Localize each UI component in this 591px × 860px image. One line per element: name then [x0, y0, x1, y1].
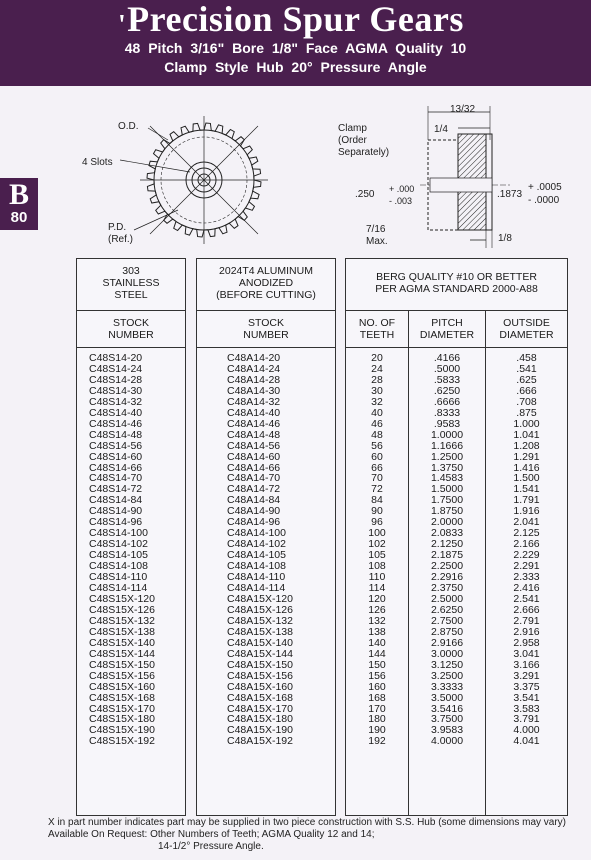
outside-diameter-cell: .625	[516, 373, 537, 386]
teeth-cell: 102	[368, 538, 386, 551]
pitch-diameter-cell: 2.2500	[430, 560, 464, 573]
aluminum-stock-cell: C48A15X-140	[227, 636, 293, 649]
stainless-stock-cell: C48S14-96	[89, 516, 143, 529]
pitch-diameter-header: PITCH DIAMETER	[419, 317, 475, 341]
aluminum-stock-cell: C48A14-60	[227, 450, 281, 463]
stainless-stock-cell: C48S15X-150	[89, 658, 155, 671]
divider	[77, 347, 185, 348]
aluminum-stock-cell: C48A14-100	[227, 527, 286, 540]
slots-label: 4 Slots	[82, 157, 113, 168]
outside-diameter-cell: 1.916	[513, 505, 540, 518]
aluminum-stock-cell: C48A14-24	[227, 362, 281, 375]
stainless-stock-cell: C48S14-20	[89, 352, 143, 364]
outside-diameter-cell: 1.791	[513, 494, 540, 507]
stainless-stock-cell: C48S15X-126	[89, 603, 155, 616]
pitch-diameter-cell: 1.1666	[430, 439, 464, 452]
outside-diameter-cell: 1.041	[513, 428, 540, 441]
tol-plus-000: + .000	[389, 184, 415, 194]
outside-diameter-cell: .458	[516, 352, 537, 364]
stainless-stock-header: STOCK NUMBER	[108, 317, 154, 341]
aluminum-stock-cell: C48A14-114	[227, 582, 286, 595]
outside-diameter-cell: 3.041	[513, 647, 540, 660]
teeth-cell: 190	[368, 724, 386, 737]
od-label: O.D.	[118, 121, 139, 132]
pitch-diameter-cell: 3.0000	[430, 647, 464, 660]
teeth-cell: 108	[368, 560, 386, 573]
aluminum-stock-cell: C48A14-110	[227, 571, 286, 584]
stainless-stock-cell: C48S15X-180	[89, 713, 155, 726]
page-header	[0, 0, 591, 86]
outside-diameter-cell: 2.333	[513, 571, 540, 584]
teeth-cell: 156	[368, 669, 386, 682]
stainless-stock-cell: C48S14-32	[89, 395, 143, 408]
aluminum-stock-cell: C48A15X-168	[227, 691, 293, 704]
pitch-diameter-cell: 2.1250	[430, 538, 464, 551]
teeth-cell: 84	[371, 494, 383, 507]
pitch-diameter-cell: 2.0000	[430, 516, 464, 529]
aluminum-stock-cell: C48A14-20	[227, 352, 281, 364]
pitch-diameter-cell: .9583	[433, 417, 461, 430]
outside-diameter-cell: 2.666	[513, 603, 540, 616]
teeth-cell: 150	[368, 658, 386, 671]
divider	[346, 347, 567, 348]
dim-13-32: 13/32	[450, 104, 476, 115]
outside-diameter-cell: 3.791	[513, 713, 540, 726]
berg-header: BERG QUALITY #10 OR BETTER PER AGMA STANDARD 2000-A88	[375, 271, 538, 295]
aluminum-stock-cell: C48A15X-126	[227, 603, 293, 616]
teeth-cell: 70	[371, 472, 383, 485]
teeth-cell: 132	[368, 614, 386, 627]
stainless-stock-cell: C48S14-60	[89, 450, 143, 463]
aluminum-stock-cell: C48A14-32	[227, 395, 281, 408]
stainless-stock-cell: C48S14-46	[89, 417, 143, 430]
clamp-label: Clamp (Order Separately)	[338, 123, 390, 158]
dim-250: .250	[355, 189, 375, 200]
pitch-diameter-cell: 2.2916	[430, 571, 464, 584]
stainless-stock-cell: C48S14-24	[89, 362, 143, 375]
outside-diameter-cell: 2.291	[513, 560, 540, 573]
outside-diameter-cell: 2.791	[513, 614, 540, 627]
teeth-cell: 140	[368, 636, 386, 649]
page-number: 80	[10, 209, 28, 226]
aluminum-stock-cell: C48A15X-170	[227, 702, 293, 715]
pitch-diameter-cell: 1.2500	[430, 450, 464, 463]
pitch-diameter-column	[409, 353, 485, 747]
stainless-stock-cell: C48S14-56	[89, 439, 143, 452]
pitch-diameter-cell: 1.5000	[430, 483, 464, 496]
outside-diameter-cell: 3.375	[513, 680, 540, 693]
pitch-diameter-cell: .5000	[433, 362, 461, 375]
aluminum-stock-cell: C48A14-84	[227, 494, 281, 507]
teeth-cell: 46	[371, 417, 383, 430]
pitch-diameter-cell: 1.0000	[430, 428, 464, 441]
pitch-diameter-cell: .8333	[433, 406, 461, 419]
aluminum-stock-cell: C48A15X-192	[227, 735, 293, 748]
teeth-cell: 56	[371, 439, 383, 452]
dim-1-8: 1/8	[498, 233, 512, 244]
outside-diameter-cell: 3.583	[513, 702, 540, 715]
teeth-cell: 100	[368, 527, 386, 540]
stainless-stock-cell: C48S14-72	[89, 483, 143, 496]
pitch-diameter-cell: 2.1875	[430, 549, 464, 562]
aluminum-stock-cell: C48A15X-190	[227, 724, 293, 737]
pitch-diameter-cell: 3.1250	[430, 658, 464, 671]
stainless-stock-cell: C48S14-110	[89, 571, 148, 584]
aluminum-stock-cell: C48A15X-120	[227, 592, 293, 605]
pitch-diameter-cell: 3.5000	[430, 691, 464, 704]
aluminum-stock-cell: C48A14-40	[227, 406, 281, 419]
teeth-cell: 160	[368, 680, 386, 693]
pitch-diameter-cell: .6666	[433, 395, 461, 408]
teeth-cell: 105	[368, 549, 386, 562]
stainless-stock-cell: C48S15X-168	[89, 691, 155, 704]
outside-diameter-cell: 1.416	[513, 461, 540, 474]
teeth-cell: 66	[371, 461, 383, 474]
stainless-stock-cell: C48S14-90	[89, 505, 143, 518]
dim-7-16-max: 7/16 Max.	[366, 224, 388, 247]
teeth-cell: 138	[368, 625, 386, 638]
aluminum-table	[196, 258, 336, 816]
aluminum-header: 2024T4 ALUMINUM ANODIZED (BEFORE CUTTING)	[216, 265, 316, 301]
stainless-stock-cell: C48S14-105	[89, 549, 148, 562]
tol-plus-0005: + .0005	[528, 182, 562, 193]
stainless-stock-cell: C48S14-48	[89, 428, 143, 441]
teeth-cell: 144	[368, 647, 386, 660]
outside-diameter-cell: 1.500	[513, 472, 540, 485]
section-letter: B	[8, 178, 29, 211]
teeth-cell: 120	[368, 592, 386, 605]
pitch-diameter-cell: 2.8750	[430, 625, 464, 638]
teeth-cell: 110	[368, 571, 386, 584]
outside-diameter-cell: .708	[516, 395, 537, 408]
pitch-diameter-cell: 2.0833	[430, 527, 464, 540]
stainless-stock-cell: C48S14-70	[89, 472, 143, 485]
teeth-cell: 168	[368, 691, 386, 704]
tol-minus-003: - .003	[389, 196, 413, 206]
specs-table	[345, 258, 568, 816]
aluminum-stock-cell: C48A14-96	[227, 516, 281, 529]
pitch-diameter-cell: 4.0000	[430, 735, 464, 748]
pitch-diameter-cell: 3.5416	[430, 702, 464, 715]
aluminum-stock-cell: C48A14-46	[227, 417, 281, 430]
outside-diameter-cell: 4.041	[513, 735, 540, 748]
outside-diameter-cell: 1.291	[513, 450, 540, 463]
teeth-cell: 28	[371, 373, 383, 386]
pitch-diameter-cell: 2.5000	[430, 592, 464, 605]
stainless-stock-cell: C48S14-100	[89, 527, 148, 540]
stainless-stock-cell: C48S14-84	[89, 494, 143, 507]
stainless-table	[76, 258, 186, 816]
aluminum-stock-cell: C48A15X-160	[227, 680, 293, 693]
stainless-stock-cell: C48S15X-192	[89, 735, 155, 748]
aluminum-stock-cell: C48A15X-144	[227, 647, 293, 660]
footnote-available: Available On Request: Other Numbers of Teeth; AGMA Quality 12 and 14;	[48, 829, 375, 840]
stainless-stock-cell: C48S14-30	[89, 384, 143, 397]
stainless-stock-cell: C48S15X-190	[89, 724, 155, 737]
stainless-stock-cell: C48S15X-156	[89, 669, 155, 682]
teeth-cell: 180	[368, 713, 386, 726]
outside-diameter-cell: 2.958	[513, 636, 540, 649]
footnote-x-suffix: X in part number indicates part may be supplied in two piece construction with S.S. Hub (some dimensions may vary)	[48, 817, 567, 828]
pitch-diameter-cell: .4166	[433, 352, 461, 364]
stainless-stock-cell: C48S14-114	[89, 582, 148, 595]
header-bullet: '	[118, 10, 126, 41]
teeth-cell: 96	[371, 516, 383, 529]
aluminum-stock-cell: C48A14-108	[227, 560, 286, 573]
stainless-stock-cell: C48S15X-138	[89, 625, 155, 638]
outside-diameter-cell: 2.166	[513, 538, 540, 551]
pitch-diameter-cell: .6250	[433, 384, 461, 397]
stainless-stock-cell: C48S14-28	[89, 373, 143, 386]
aluminum-stock-cell: C48A14-28	[227, 373, 281, 386]
stainless-stock-cell: C48S14-108	[89, 560, 148, 573]
aluminum-stock-cell: C48A14-70	[227, 472, 281, 485]
dim-1873: .1873	[497, 189, 523, 200]
stainless-stock-cell: C48S15X-140	[89, 636, 155, 649]
gear-front-view-diagram	[0, 90, 300, 255]
stainless-stock-cell: C48S14-66	[89, 461, 143, 474]
stainless-stock-cell: C48S14-102	[89, 538, 148, 551]
aluminum-stock-cell: C48A14-30	[227, 384, 281, 397]
outside-diameter-header: OUTSIDE DIAMETER	[499, 317, 554, 341]
pitch-diameter-cell: .5833	[433, 373, 461, 386]
outside-diameter-cell: .875	[516, 406, 537, 419]
teeth-cell: 60	[371, 450, 383, 463]
dim-1-4: 1/4	[434, 124, 448, 135]
stainless-header: 303 STAINLESS STEEL	[102, 265, 160, 301]
stainless-stock-column	[89, 353, 181, 747]
stainless-stock-cell: C48S15X-132	[89, 614, 155, 627]
stainless-stock-cell: C48S14-40	[89, 406, 143, 419]
teeth-cell: 72	[371, 483, 383, 496]
pitch-diameter-cell: 1.4583	[430, 472, 464, 485]
teeth-cell: 48	[371, 428, 383, 441]
aluminum-stock-cell: C48A15X-150	[227, 658, 293, 671]
divider	[197, 347, 335, 348]
pitch-diameter-cell: 3.2500	[430, 669, 464, 682]
teeth-cell: 126	[368, 603, 386, 616]
aluminum-stock-cell: C48A15X-156	[227, 669, 293, 682]
pitch-diameter-cell: 3.9583	[430, 724, 464, 737]
subtitle-specs: 48 Pitch 3/16" Bore 1/8" Face AGMA Quality 10	[124, 40, 467, 56]
aluminum-stock-cell: C48A15X-132	[227, 614, 293, 627]
stainless-stock-cell: C48S15X-160	[89, 680, 155, 693]
outside-diameter-cell: 1.541	[513, 483, 540, 496]
aluminum-stock-cell: C48A14-105	[227, 549, 286, 562]
stainless-stock-cell: C48S15X-170	[89, 702, 155, 715]
pitch-diameter-cell: 1.8750	[430, 505, 464, 518]
pitch-diameter-cell: 2.6250	[430, 603, 464, 616]
aluminum-stock-cell: C48A14-90	[227, 505, 281, 518]
outside-diameter-cell: 3.541	[513, 691, 540, 704]
teeth-cell: 30	[371, 384, 383, 397]
aluminum-stock-cell: C48A14-56	[227, 439, 281, 452]
teeth-cell: 20	[371, 352, 383, 364]
pitch-diameter-cell: 1.3750	[430, 461, 464, 474]
teeth-header: NO. OF TEETH	[358, 317, 396, 341]
outside-diameter-cell: 2.041	[513, 516, 540, 529]
teeth-cell: 24	[371, 362, 383, 375]
outside-diameter-cell: 3.291	[513, 669, 540, 682]
outside-diameter-cell: 2.541	[513, 592, 540, 605]
outside-diameter-cell: 1.000	[513, 417, 540, 430]
teeth-cell: 114	[368, 582, 386, 595]
aluminum-stock-cell: C48A15X-180	[227, 713, 293, 726]
teeth-cell: 192	[368, 735, 386, 748]
outside-diameter-cell: 1.208	[513, 439, 540, 452]
pitch-diameter-cell: 3.7500	[430, 713, 464, 726]
teeth-cell: 170	[368, 702, 386, 715]
aluminum-stock-column	[227, 353, 331, 747]
divider	[77, 310, 185, 311]
outside-diameter-cell: 2.125	[513, 527, 540, 540]
pitch-diameter-cell: 3.3333	[430, 680, 464, 693]
tol-minus-0000: - .0000	[528, 195, 560, 206]
stainless-stock-cell: C48S15X-144	[89, 647, 155, 660]
pitch-diameter-cell: 2.9166	[430, 636, 464, 649]
outside-diameter-cell: 4.000	[513, 724, 540, 737]
teeth-column	[346, 353, 408, 747]
aluminum-stock-cell: C48A14-72	[227, 483, 281, 496]
divider	[197, 310, 335, 311]
aluminum-stock-cell: C48A15X-138	[227, 625, 293, 638]
pd-label: P.D. (Ref.)	[108, 222, 133, 245]
subtitle-hub: Clamp Style Hub 20° Pressure Angle	[164, 59, 427, 75]
pitch-diameter-cell: 2.7500	[430, 614, 464, 627]
footnote-pressure-angle: 14-1/2° Pressure Angle.	[158, 841, 264, 852]
pitch-diameter-cell: 2.3750	[430, 582, 464, 595]
outside-diameter-cell: 2.916	[513, 625, 540, 638]
pitch-diameter-cell: 1.7500	[430, 494, 464, 507]
outside-diameter-cell: 2.416	[513, 582, 540, 595]
aluminum-stock-cell: C48A14-48	[227, 428, 281, 441]
aluminum-stock-cell: C48A14-102	[227, 538, 286, 551]
outside-diameter-cell: .666	[516, 384, 537, 397]
teeth-cell: 40	[371, 406, 383, 419]
outside-diameter-cell: 3.166	[513, 658, 540, 671]
outside-diameter-column	[486, 353, 567, 747]
divider	[346, 310, 567, 311]
aluminum-stock-header: STOCK NUMBER	[243, 317, 289, 341]
outside-diameter-cell: 2.229	[513, 549, 540, 562]
aluminum-stock-cell: C48A14-66	[227, 461, 281, 474]
outside-diameter-cell: .541	[516, 362, 537, 375]
teeth-cell: 32	[371, 395, 383, 408]
stainless-stock-cell: C48S15X-120	[89, 592, 155, 605]
page-title: Precision Spur Gears	[127, 0, 464, 39]
teeth-cell: 90	[371, 505, 383, 518]
